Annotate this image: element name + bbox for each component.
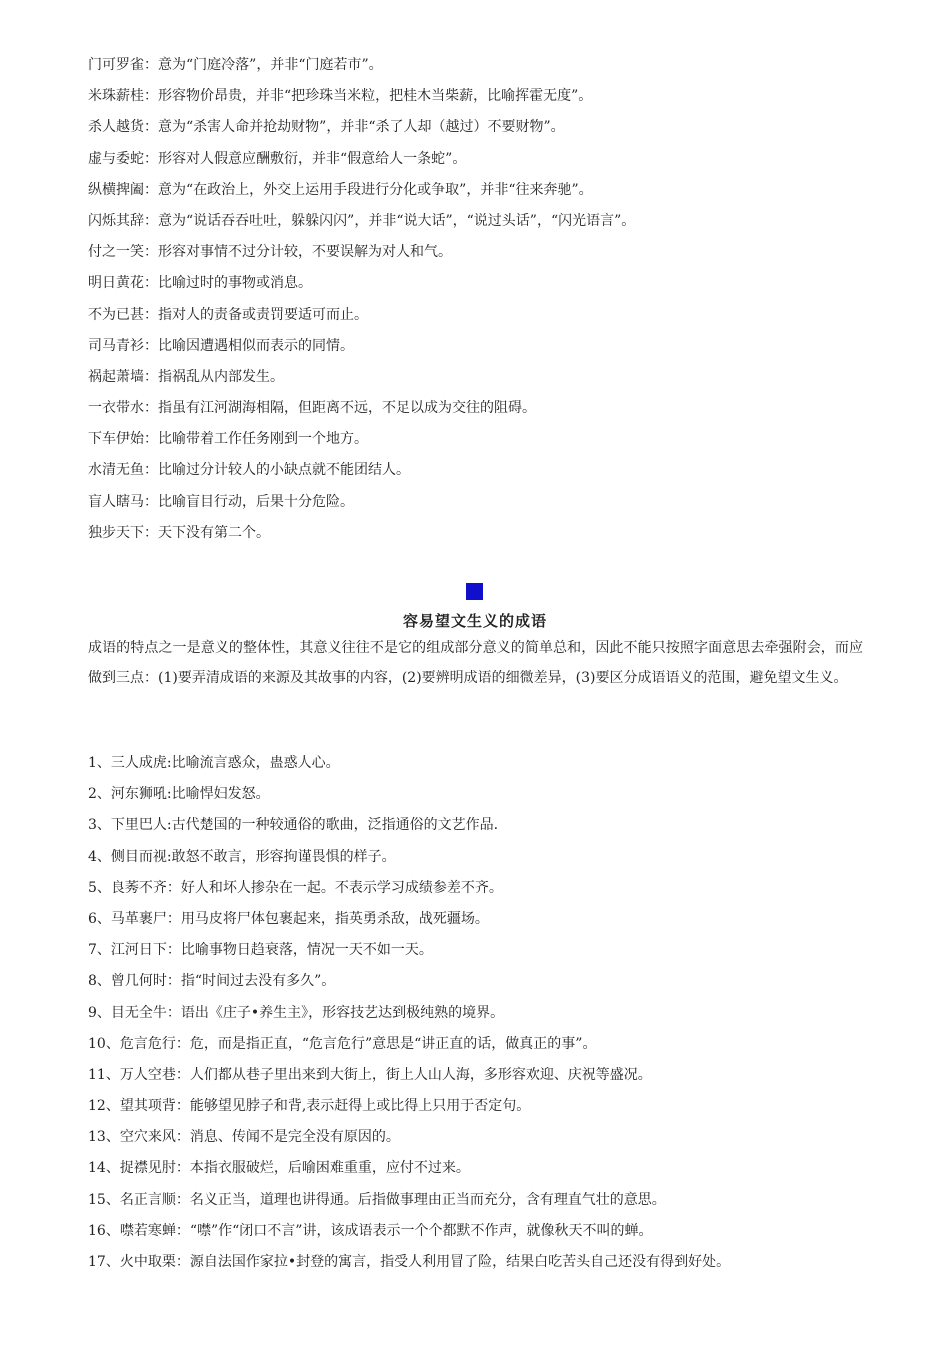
list-item: 12、望其项背：能够望见脖子和背,表示赶得上或比得上只用于否定句。 bbox=[88, 1098, 531, 1115]
list-item: 9、目无全牛：语出《庄子•养生主》，形容技艺达到极纯熟的境界。 bbox=[88, 1004, 505, 1021]
list-item: 6、马革裹尸：用马皮将尸体包裹起来，指英勇杀敌，战死疆场。 bbox=[88, 910, 489, 927]
idiom-list-numbered bbox=[88, 748, 868, 1278]
list-item: 4、侧目而视:敢怒不敢言，形容拘谨畏惧的样子。 bbox=[88, 848, 396, 865]
list-item: 祸起萧墙：指祸乱从内部发生。 bbox=[88, 368, 284, 385]
list-item: 明日黄花：比喻过时的事物或消息。 bbox=[88, 275, 312, 292]
list-item: 米珠薪桂：形容物价昂贵，并非“把珍珠当米粒，把桂木当柴薪，比喻挥霍无度”。 bbox=[88, 88, 593, 105]
list-item: 7、江河日下：比喻事物日趋衰落，情况一天不如一天。 bbox=[88, 942, 433, 959]
list-item: 付之一笑：形容对事情不过分计较，不要误解为对人和气。 bbox=[88, 244, 452, 261]
list-item: 纵横捭阖：意为“在政治上，外交上运用手段进行分化或争取”，并非“往来奔驰”。 bbox=[88, 181, 593, 198]
list-item: 虚与委蛇：形容对人假意应酬敷衍，并非“假意给人一条蛇”。 bbox=[88, 150, 467, 167]
list-item: 3、下里巴人:古代楚国的一种较通俗的歌曲，泛指通俗的文艺作品. bbox=[88, 817, 499, 834]
list-item: 闪烁其辞：意为“说话吞吞吐吐，躲躲闪闪”，并非“说大话”，“说过头话”，“闪光语言”。 bbox=[88, 212, 636, 229]
list-item: 下车伊始：比喻带着工作任务刚到一个地方。 bbox=[88, 431, 368, 448]
intro-paragraph: 成语的特点之一是意义的整体性，其意义往往不是它的组成部分意义的简单总和，因此不能只按照字面意思去牵强附会，而应做到三点：(1)要弄清成语的来源及其故事的内容，(2)要辨明成语的细微差异，(3)要区分成语语义的范围，避免望文生义。 bbox=[88, 640, 863, 686]
list-item: 一衣带水：指虽有江河湖海相隔，但距离不远，不足以成为交往的阻碍。 bbox=[88, 400, 536, 417]
list-item: 15、名正言顺：名义正当，道理也讲得通。后指做事理由正当而充分，含有理直气壮的意思。 bbox=[88, 1191, 666, 1208]
list-item: 14、捉襟见肘：本指衣服破烂，后喻困难重重，应付不过来。 bbox=[88, 1160, 470, 1177]
list-item: 10、危言危行：危，而是指正直，“危言危行”意思是“讲正直的话，做真正的事”。 bbox=[88, 1035, 597, 1052]
list-item: 1、三人成虎:比喻流言惑众，蛊惑人心。 bbox=[88, 755, 340, 771]
list-item: 11、万人空巷：人们都从巷子里出来到大街上，街上人山人海，多形容欢迎、庆祝等盛况。 bbox=[88, 1066, 652, 1083]
list-item: 2、河东狮吼:比喻悍妇发怒。 bbox=[88, 786, 270, 803]
list-item: 13、空穴来风：消息、传闻不是完全没有原因的。 bbox=[88, 1129, 400, 1146]
list-item: 独步天下：天下没有第二个。 bbox=[88, 524, 270, 541]
list-item: 杀人越货：意为“杀害人命并抢劫财物”，并非“杀了人却（越过）不要财物”。 bbox=[88, 119, 565, 136]
list-item: 8、曾几何时：指“时间过去没有多久”。 bbox=[88, 973, 336, 990]
list-item: 16、噤若寒蝉：“噤”作“闭口不言”讲，该成语表示一个个都默不作声，就像秋天不叫的蝉。 bbox=[88, 1222, 653, 1239]
list-item: 盲人瞎马：比喻盲目行动，后果十分危险。 bbox=[88, 493, 354, 510]
list-item: 17、火中取栗：源自法国作家拉•封登的寓言，指受人利用冒了险，结果白吃苦头自己还没有得到好处。 bbox=[88, 1254, 731, 1270]
list-item: 司马青衫：比喻因遭遇相似而表示的同情。 bbox=[88, 337, 354, 354]
idiom-list-misread bbox=[88, 50, 868, 549]
section-title: 容易望文生义的成语 bbox=[402, 612, 547, 630]
list-item: 5、良莠不齐：好人和坏人掺杂在一起。不表示学习成绩参差不齐。 bbox=[88, 879, 503, 896]
list-item: 门可罗雀：意为“门庭冷落”，并非“门庭若市”。 bbox=[88, 57, 383, 73]
list-item: 水清无鱼：比喻过分计较人的小缺点就不能团结人。 bbox=[88, 462, 410, 479]
section-marker-square bbox=[466, 583, 483, 600]
list-item: 不为已甚：指对人的责备或责罚要适可而止。 bbox=[88, 306, 368, 323]
